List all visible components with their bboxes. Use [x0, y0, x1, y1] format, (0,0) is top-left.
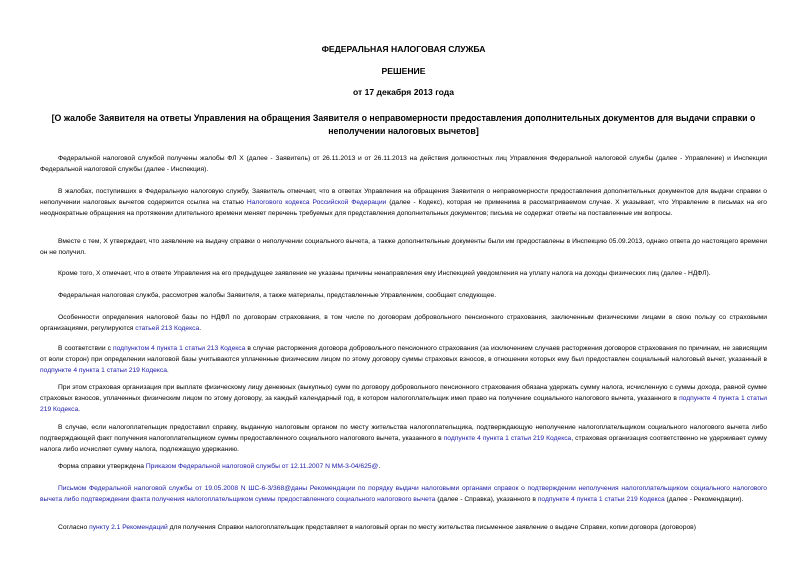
paragraph-certificate-provided: В случае, если налогоплательщик предоставил справку, выданную налоговым органом по месту жительства налогоплательщика, подтверждающую неполучение налогоплательщиком социального налогового вычета либо подтверждающей факт получения налогоплательщиком суммы предоставленного социального налогового вычета, указанного в подпункте 4 пункта 1 статьи 219 Кодекса, страховая организация соответственно не удерживает сумму налога либо исчисляет сумму налога, подлежащую удержанию. — [40, 424, 767, 453]
article-219-link-4[interactable]: подпункте 4 пункта 1 статьи 219 Кодекса — [537, 495, 665, 503]
article-213-subparagraph-link[interactable]: подпунктом 4 пункта 1 статьи 213 Кодекса — [112, 345, 246, 352]
paragraph-complaint-details: В жалобах, поступивших в Федеральную налоговую службу, Заявитель отмечает, что в ответах Управления на обращения Заявителя о неправомерности предоставления дополнительных документов для выдачи справки о неполучении налоговых вычетов содержится ссылка на статью Налогового кодекса Российской Федерации (далее - Кодекс), которая не применима в рассматриваемом случае. Х указывает, что Управление в письмах на его неоднократные обращения на протяжении длительного времени меняет перечень требуемых для представления дополнительных документов; письма не содержат ответы на поставленные им вопросы. — [40, 188, 767, 217]
article-219-link-3[interactable]: подпункте 4 пункта 1 статьи 219 Кодекса — [443, 434, 572, 442]
article-219-link-2[interactable]: подпункте 4 пункта 1 статьи 219 Кодекса — [40, 394, 767, 413]
article-213-link[interactable]: статьей 213 Кодекса — [135, 324, 200, 332]
paragraph-complaints-received: Федеральной налоговой службой получены жалобы ФЛ Х (далее - Заявитель) от 26.11.2013 и от 26.11.2013 на действия должностных лиц Управления Федеральной налоговой службы (далее - Управление) и Инспекции Федеральной налоговой службы (далее - Инспекция). — [40, 155, 767, 173]
paragraph-contract-termination: В соответствии с подпунктом 4 пункта 1 статьи 213 Кодекса в случае расторжения договора добровольного пенсионного страхования (за исключением случаев расторжения договоров страхования по причинам, не зависящим от воли сторон) при определении налоговой базы учитываются уплаченные физическим лицом по этому договору суммы страховых взносов, в отношении которых ему был предоставлен социальный налоговый вычет, указанный в подпункте 4 пункта 1 статьи 219 Кодекса. — [40, 345, 768, 374]
paragraph-recommendations: Письмом Федеральной налоговой службы от 19.05.2008 N ШС-6-3/368@даны Рекомендации по порядку выдачи налоговыми органами справок о подтверждении неполучения налогоплательщиком социального налогового вычета либо подтверждении факта получения налогоплательщиком суммы предоставленного социального налогового вычета (далее - Справка), указанного в подпункте 4 пункта 1 статьи 219 Кодекса (далее - Рекомендации). — [40, 485, 767, 503]
paragraph-application-submitted: Вместе с тем, Х утверждает, что заявление на выдачу справки о неполучении социального вычета, а также дополнительные документы были им предоставлены в Инспекцию 05.09.2013, однако ответа до настоящего времени он не получил. — [40, 238, 767, 256]
paragraph-certificate-form: Форма справки утверждена Приказом Федеральной налоговой службы от 12.11.2007 N ММ-3-04/625@. — [58, 463, 381, 470]
paragraph-tax-base-features: Особенности определения налоговой базы по НДФЛ по договорам страхования, в том числе по договорам добровольного пенсионного страхования, заключенным физическими лицами в свою пользу со страховыми организациями, регулируются статьей 213 Кодекса. — [40, 314, 767, 332]
agency-heading: ФЕДЕРАЛЬНАЯ НАЛОГОВАЯ СЛУЖБА — [321, 44, 486, 54]
document-subject: [О жалобе Заявителя на ответы Управления на обращения Заявителя о неправомерности предоставления дополнительных документов для выдачи справки о неполучении налоговых вычетов] — [51, 113, 756, 136]
tax-code-link[interactable]: Налогового кодекса Российской Федерации — [246, 198, 387, 206]
document-type-heading: РЕШЕНИЕ — [381, 66, 426, 76]
recommendations-clause-link[interactable]: пункту 2.1 Рекомендаций — [89, 524, 168, 531]
paragraph-review-result: Федеральная налоговая служба, рассмотрев жалобы Заявителя, а также материалы, представленные Управлением, сообщает следующее. — [58, 292, 497, 299]
paragraph-insurer-withholding: При этом страховая организация при выплате физическому лицу денежных (выкупных) сумм по договору добровольного пенсионного страхования обязана удержать сумму налога, исчисленную с суммы дохода, равной сумме страховых взносов, уплаченных физическим лицом по этому договору, за каждый календарный год, в котором налогоплательщик имел право на получение социального налогового вычета, указанного в подпункте 4 пункта 1 статьи 219 Кодекса. — [40, 384, 767, 413]
paragraph-notification-reasons: Кроме того, Х отмечает, что в ответе Управления на его предыдущее заявление не указаны причины ненаправления ему Инспекцией уведомления на уплату налога на доходы физических лиц (далее - НДФЛ). — [58, 270, 711, 277]
document-date: от 17 декабря 2013 года — [352, 87, 455, 97]
letter-recommendations-link[interactable]: Письмом Федеральной налоговой службы от 19.05.2008 N ШС-6-3/368@даны Рекомендации по порядку выдачи налоговыми органами справок о подтверждении неполучения налогоплательщиком социального налогового вычета либо подтверждении факта получения налогоплательщиком суммы предоставленного социального налогового вычета — [40, 485, 767, 503]
paragraph-application-procedure: Согласно пункту 2.1 Рекомендаций для получения Справки налогоплательщик представляет в налоговый орган по месту жительства письменное заявление о выдаче Справки, копии договора (договоров) — [58, 524, 696, 531]
order-link[interactable]: Приказом Федеральной налоговой службы от 12.11.2007 N ММ-3-04/625@ — [145, 463, 379, 470]
article-219-link[interactable]: подпункте 4 пункта 1 статьи 219 Кодекса — [40, 366, 167, 374]
